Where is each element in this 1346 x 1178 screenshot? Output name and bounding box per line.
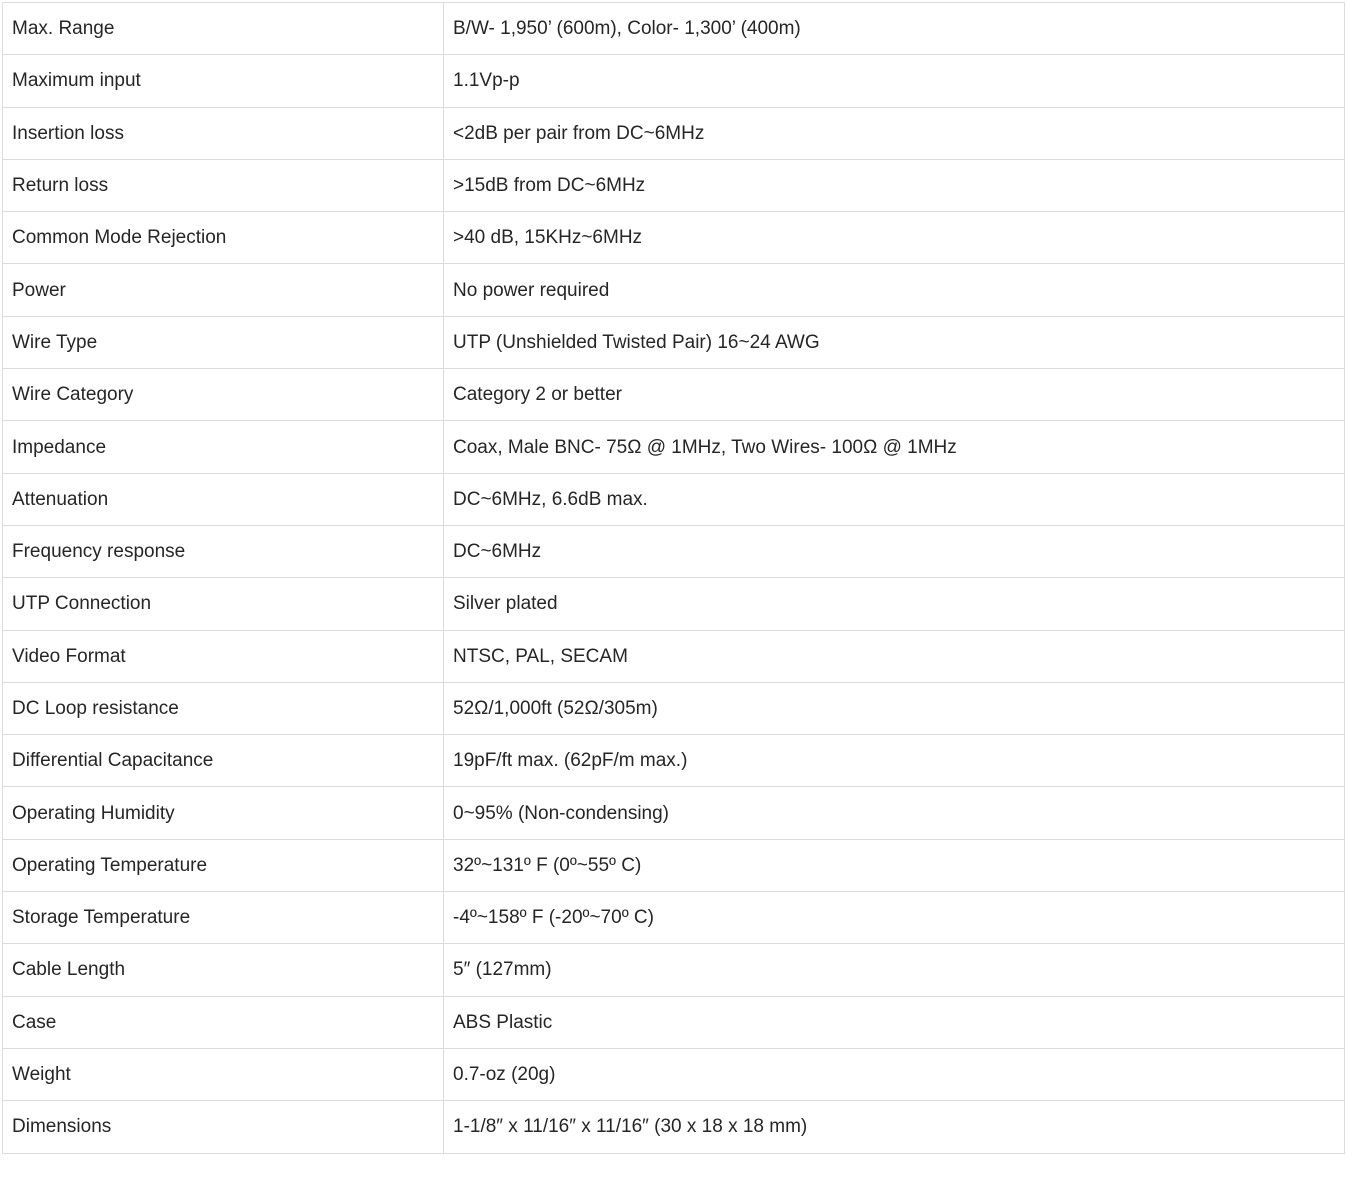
spec-value: NTSC, PAL, SECAM [444,630,1345,682]
table-row [3,892,1345,944]
spec-value: DC~6MHz, 6.6dB max. [444,473,1345,525]
spec-label: Cable Length [3,944,444,996]
table-row [3,369,1345,421]
spec-value: <2dB per pair from DC~6MHz [444,107,1345,159]
table-row [3,839,1345,891]
spec-label: Storage Temperature [3,892,444,944]
spec-label: Case [3,996,444,1048]
spec-label: Dimensions [3,1101,444,1153]
specifications-table [2,2,1345,1154]
table-row [3,996,1345,1048]
spec-label: Attenuation [3,473,444,525]
spec-value: 0~95% (Non-condensing) [444,787,1345,839]
spec-value: >15dB from DC~6MHz [444,159,1345,211]
spec-label: Video Format [3,630,444,682]
spec-label: Differential Capacitance [3,735,444,787]
spec-label: Frequency response [3,525,444,577]
spec-label: Weight [3,1048,444,1100]
spec-value: ABS Plastic [444,996,1345,1048]
spec-label: Return loss [3,159,444,211]
table-row [3,473,1345,525]
table-row [3,316,1345,368]
table-row [3,1048,1345,1100]
table-row [3,630,1345,682]
spec-value: 1.1Vp-p [444,55,1345,107]
spec-value: UTP (Unshielded Twisted Pair) 16~24 AWG [444,316,1345,368]
spec-label: Impedance [3,421,444,473]
spec-label: Operating Temperature [3,839,444,891]
table-row [3,264,1345,316]
spec-value: Silver plated [444,578,1345,630]
spec-value: 52Ω/1,000ft (52Ω/305m) [444,682,1345,734]
table-row [3,421,1345,473]
table-row [3,1101,1345,1153]
table-row [3,159,1345,211]
table-row [3,735,1345,787]
spec-label: Maximum input [3,55,444,107]
spec-value: Category 2 or better [444,369,1345,421]
table-row [3,107,1345,159]
table-row [3,787,1345,839]
spec-value: 19pF/ft max. (62pF/m max.) [444,735,1345,787]
spec-value: Coax, Male BNC- 75Ω @ 1MHz, Two Wires- 100Ω @ 1MHz [444,421,1345,473]
spec-label: Max. Range [3,3,444,55]
spec-label: Operating Humidity [3,787,444,839]
table-row [3,525,1345,577]
spec-label: UTP Connection [3,578,444,630]
spec-label: Power [3,264,444,316]
spec-label: Wire Category [3,369,444,421]
spec-value: 1-1/8″ x 11/16″ x 11/16″ (30 x 18 x 18 mm) [444,1101,1345,1153]
spec-value: 0.7-oz (20g) [444,1048,1345,1100]
spec-value: 5″ (127mm) [444,944,1345,996]
table-row [3,944,1345,996]
spec-value: No power required [444,264,1345,316]
table-row [3,212,1345,264]
spec-label: Common Mode Rejection [3,212,444,264]
table-row [3,578,1345,630]
table-row [3,55,1345,107]
spec-label: Insertion loss [3,107,444,159]
spec-label: DC Loop resistance [3,682,444,734]
spec-value: -4º~158º F (-20º~70º C) [444,892,1345,944]
spec-value: >40 dB, 15KHz~6MHz [444,212,1345,264]
table-row [3,682,1345,734]
spec-label: Wire Type [3,316,444,368]
table-row [3,3,1345,55]
spec-value: DC~6MHz [444,525,1345,577]
spec-value: B/W- 1,950’ (600m), Color- 1,300’ (400m) [444,3,1345,55]
spec-value: 32º~131º F (0º~55º C) [444,839,1345,891]
